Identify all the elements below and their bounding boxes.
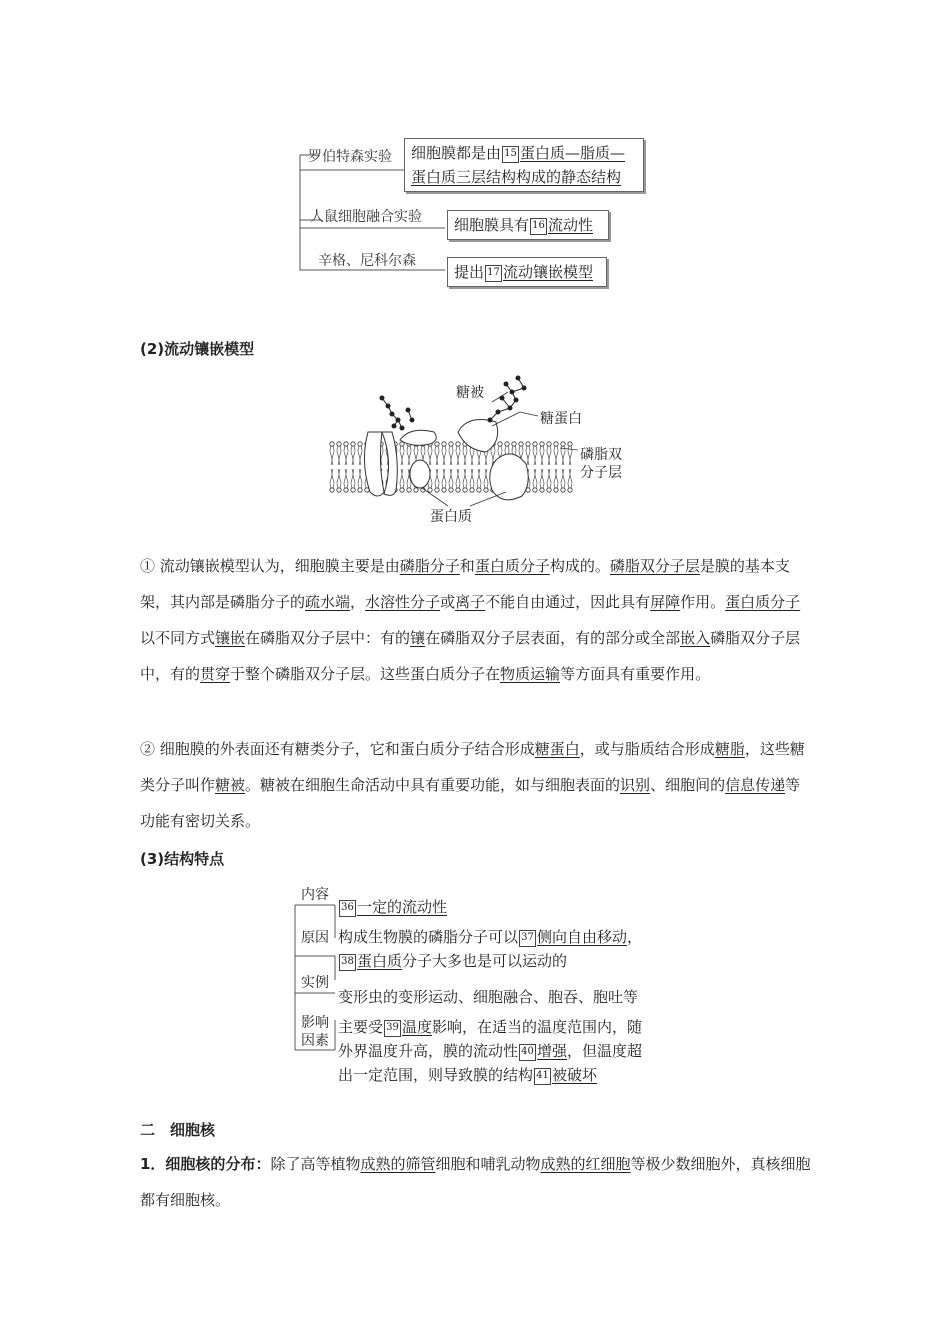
answer-spanning: 贯穿 [200, 665, 231, 683]
answer-15-cont: 蛋白质三层结构构成的静态结构 [411, 168, 622, 186]
feature-label-factor-2: 因素 [301, 1033, 329, 1049]
nucleus-distribution-paragraph: 1．细胞核的分布：除了高等植物成熟的筛管细胞和哺乳动物成熟的红细胞等极少数细胞外，真核细胞都有细胞核。 [140, 1155, 811, 1209]
feature-label-content: 内容 [301, 887, 329, 903]
answer-protein-molecules-2: 蛋白质分子 [725, 593, 801, 611]
blank-number-15: 15 [502, 146, 519, 163]
blank-number-38: 38 [339, 954, 356, 971]
feature-label-factor-1: 影响 [301, 1015, 329, 1031]
box1-text: 细胞膜都是由 [411, 144, 502, 162]
answer-40: 增强 [537, 1042, 568, 1060]
answer-15: 蛋白质—脂质— [520, 144, 626, 162]
answer-17: 流动镶嵌模型 [503, 263, 594, 281]
nucleus-heading: 二 细胞核 [140, 1121, 216, 1139]
blank-number-39: 39 [384, 1020, 401, 1037]
feature-example-row: 变形虫的变形运动、细胞融合、胞吞、胞吐等 [338, 988, 639, 1006]
answer-mature-red-blood-cell: 成熟的红细胞 [540, 1155, 631, 1173]
feature-content-row [338, 896, 447, 918]
label-bilayer-2: 分子层 [580, 465, 622, 481]
nucleus-item-label: 1．细胞核的分布： [140, 1155, 271, 1173]
feature-reason-row-1: 构成生物膜的磷脂分子可以 37 侧向自由移动， [338, 928, 643, 946]
answer-phospholipid-molecules: 磷脂分子 [399, 557, 460, 575]
section-2-heading: (2)流动镶嵌模型 [140, 340, 255, 358]
answer-glycoprotein: 糖蛋白 [534, 740, 580, 758]
answer-water-soluble: 水溶性分子 [365, 593, 441, 611]
answer-protein-molecules: 蛋白质分子 [474, 557, 550, 575]
exp-singer-nicolson: 辛格、尼科尔森 [318, 253, 416, 269]
answer-barrier: 屏障 [650, 593, 681, 611]
answer-inserted: 嵌入 [680, 629, 711, 647]
answer-38: 蛋白质 [357, 952, 403, 970]
paragraph-glycocalyx: ② 细胞膜的外表面还有糖类分子，它和蛋白质分子结合形成糖蛋白，或与脂质结合形成糖脂，这些糖类分子叫作糖被。糖被在细胞生命活动中具有重要功能，如与细胞表面的识别、细胞间的信息传递等功能有密切关系。 [140, 740, 805, 830]
answer-information-transfer: 信息传递 [725, 776, 786, 794]
history-box-2 [447, 210, 609, 240]
blank-number-16: 16 [530, 218, 547, 235]
answer-phospholipid-bilayer: 磷脂双分子层 [609, 557, 700, 575]
blank-number-41: 41 [534, 1068, 551, 1085]
label-glycoprotein: 糖蛋白 [540, 411, 582, 427]
feature-factor-row-3: 出一定范围，则导致膜的结构 41 被破坏 [338, 1066, 598, 1084]
feature-factor-row-1: 主要受 39 温度影响，在适当的温度范围内，随 [338, 1018, 643, 1036]
exp-robertson: 罗伯特森实验 [308, 149, 392, 165]
box3-text: 提出 [454, 263, 485, 281]
history-box-1 [404, 138, 644, 192]
answer-ions: 离子 [455, 593, 486, 611]
feature-factor-row-2: 外界温度升高，膜的流动性 40 增强，但温度超 [338, 1042, 643, 1060]
label-protein: 蛋白质 [430, 509, 472, 525]
label-glycocalyx: 糖被 [456, 385, 484, 401]
answer-glycocalyx: 糖被 [215, 776, 246, 794]
answer-mature-sieve-tube: 成熟的筛管 [360, 1155, 436, 1173]
label-bilayer-1: 磷脂双 [580, 447, 622, 463]
answer-41: 被破坏 [552, 1066, 598, 1084]
answer-inlaid: 镶 [410, 629, 426, 647]
answer-embedded: 镶嵌 [215, 629, 246, 647]
blank-number-37: 37 [519, 930, 536, 947]
answer-recognition: 识别 [620, 776, 651, 794]
section-3-heading: (3)结构特点 [140, 850, 225, 868]
answer-hydrophobic-end: 疏水端 [305, 593, 351, 611]
paragraph-fluid-mosaic: ① 流动镶嵌模型认为，细胞膜主要是由磷脂分子和蛋白质分子构成的。磷脂双分子层是膜的基本支架，其内部是磷脂分子的疏水端，水溶性分子或离子不能自由通过，因此具有屏障作用。蛋白质分子以不同方式镶嵌在磷脂双分子层中：有的镶在磷脂双分子层表面，有的部分或全部嵌入磷脂双分子层中，有的贯穿于整个磷脂双分子层。这些蛋白质分子在物质运输等方面具有重要作用。 [140, 557, 801, 683]
exp-cell-fusion: 人鼠细胞融合实验 [310, 209, 422, 225]
answer-material-transport: 物质运输 [500, 665, 561, 683]
feature-label-reason: 原因 [301, 930, 329, 946]
feature-label-example: 实例 [301, 975, 329, 991]
blank-number-36: 36 [339, 900, 356, 917]
feature-reason-row-2: 38 蛋白质分子大多也是可以运动的 [338, 950, 567, 972]
answer-16: 流动性 [548, 216, 594, 234]
blank-number-40: 40 [519, 1044, 536, 1061]
box2-text: 细胞膜具有 [454, 216, 530, 234]
blank-number-17: 17 [485, 265, 502, 282]
answer-36: 一定的流动性 [357, 898, 448, 916]
answer-glycolipid: 糖脂 [714, 740, 745, 758]
history-box-3 [447, 257, 607, 287]
answer-37: 侧向自由移动 [537, 928, 628, 946]
answer-39: 温度 [402, 1018, 433, 1036]
